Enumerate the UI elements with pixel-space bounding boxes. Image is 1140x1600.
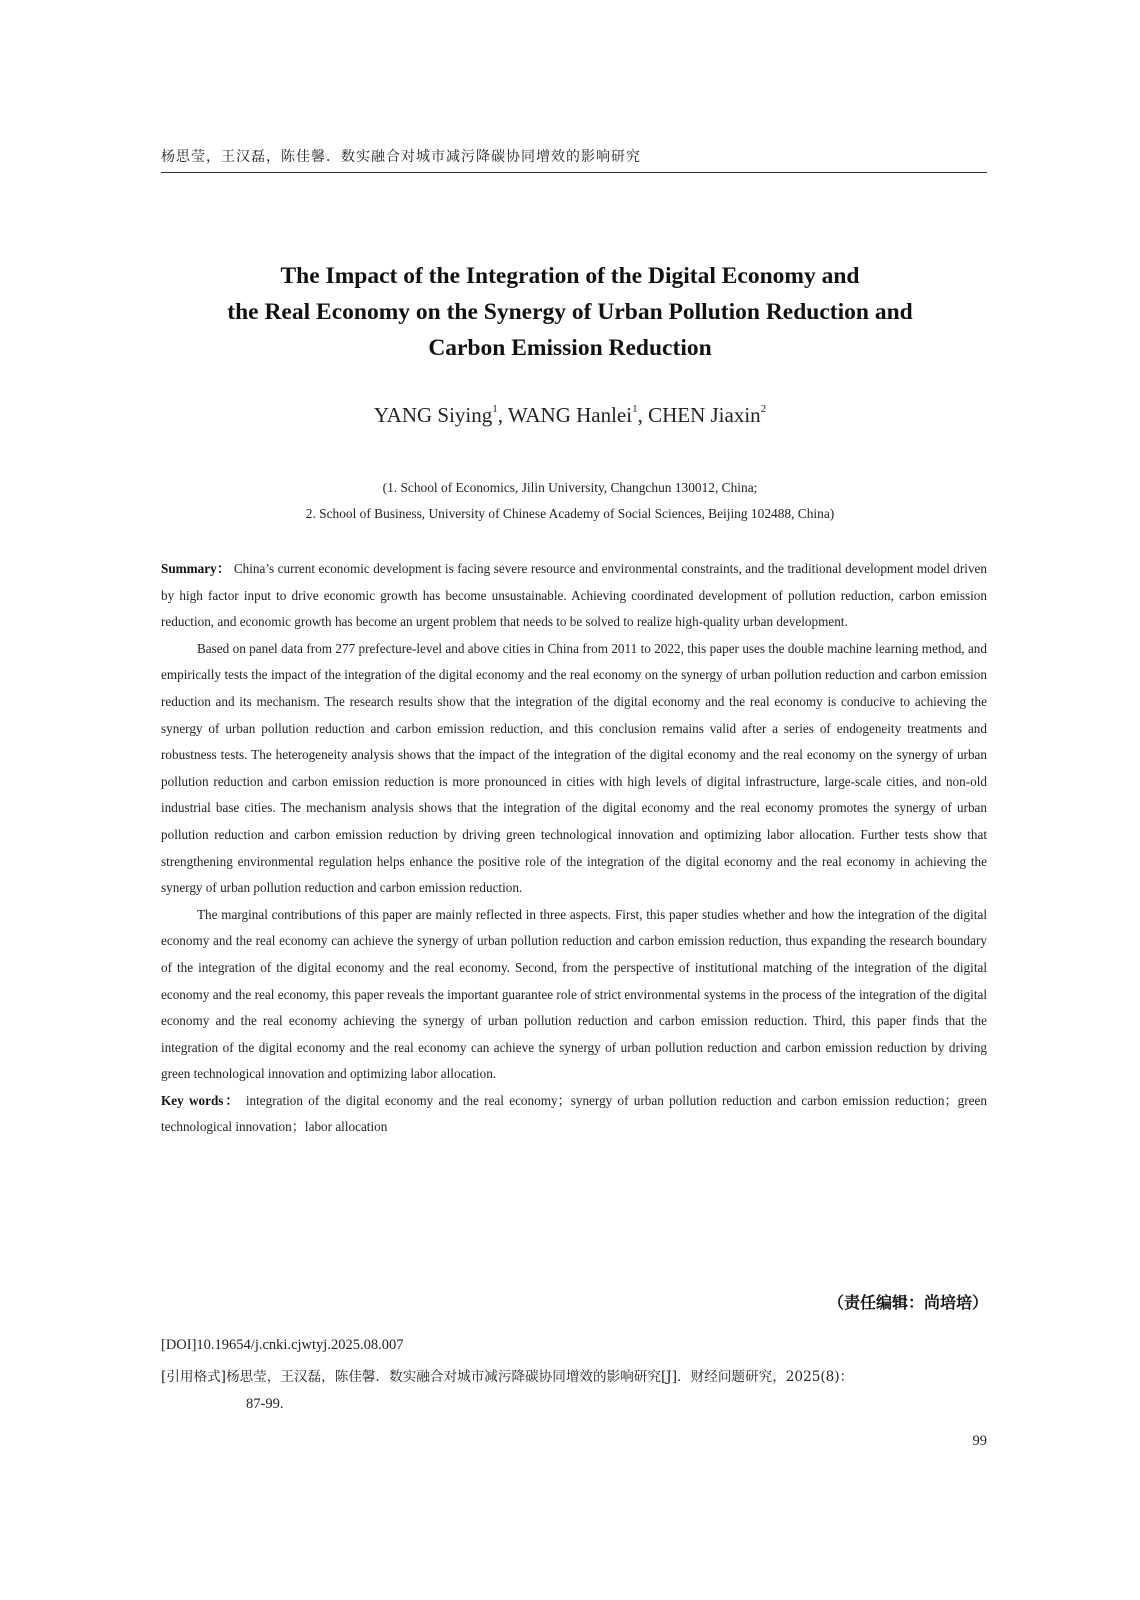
doi-line: [DOI]10.19654/j.cnki.cjwtyj.2025.08.007 <box>161 1337 404 1353</box>
author-name: CHEN Jiaxin <box>648 403 761 427</box>
author-name: WANG Hanlei <box>507 403 633 427</box>
author-name: YANG Siying <box>373 403 493 427</box>
keywords-text: integration of the digital economy and the real economy；synergy of urban pollution reduction and carbon emission reduction；green technological innovation；labor allocation <box>161 1092 987 1135</box>
affiliations <box>140 475 1000 527</box>
affiliation-line: (1. School of Economics, Jilin University, Changchun 130012, China; <box>382 480 758 495</box>
page-number: 99 <box>972 1433 987 1449</box>
affiliation-line: 2. School of Business, University of Chinese Academy of Social Sciences, Beijing 102488, China) <box>305 506 835 521</box>
author-list <box>140 403 1000 428</box>
abstract-paragraph: Based on panel data from 277 prefecture-level and above cities in China from 2011 to 2022, this paper uses the double machine learning method, and empirically tests the impact of the integration of the digital economy and the real economy on the synergy of urban pollution reduction and carbon emission reduction and its mechanism. The research results show that the integration of the digital economy and the real economy is conducive to achieving the synergy of urban pollution reduction and carbon emission reduction, and this conclusion remains valid after a series of endogeneity treatments and robustness tests. The heterogeneity analysis shows that the impact of the integration of the digital economy and the real economy on the synergy of urban pollution reduction and carbon emission reduction is more pronounced in cities with high levels of digital infrastructure, large-scale cities, and non-old industrial base cities. The mechanism analysis shows that the integration of the digital economy and the real economy promotes the synergy of urban pollution reduction and carbon emission reduction by driving green technological innovation and optimizing labor allocation. Further tests show that strengthening environmental regulation helps enhance the positive role of the integration of the digital economy and the real economy in achieving the synergy of urban pollution reduction and carbon emission reduction. <box>161 640 987 896</box>
summary-text: China’s current economic development is facing severe resource and environmental constraints, and the traditional development model driven by high factor input to drive economic growth has become unsustainable. Achieving coordinated development of pollution reduction, carbon emission reduction, and economic growth has become an urgent problem that needs to be solved to realize high-quality urban development. <box>161 561 987 630</box>
title-line: the Real Economy on the Synergy of Urban Pollution Reduction and <box>227 299 913 325</box>
keywords-paragraph <box>161 1088 987 1141</box>
title-line: Carbon Emission Reduction <box>428 335 712 361</box>
editor-note: （责任编辑：尚培培） <box>827 1293 988 1312</box>
citation-format <box>161 1364 987 1418</box>
title-line: The Impact of the Integration of the Digital Economy and <box>280 263 860 289</box>
paper-title <box>140 258 1000 366</box>
running-header: 杨思莹，王汉磊，陈佳馨．数实融合对城市减污降碳协同增效的影响研究 <box>161 146 987 173</box>
affiliation-mark: 2 <box>760 403 767 415</box>
summary-paragraph <box>161 556 987 636</box>
abstract-paragraph: The marginal contributions of this paper are mainly reflected in three aspects. First, this paper studies whether and how the integration of the digital economy and the real economy can achieve the synergy of urban pollution reduction and carbon emission reduction, thus expanding the research boundary of the integration of the digital economy and the real economy. Second, from the perspective of institutional matching of the integration of the digital economy and the real economy, this paper reveals the important guarantee role of strict environmental systems in the process of the integration of the digital economy and the real economy achieving the synergy of urban pollution reduction and carbon emission reduction. Third, this paper finds that the integration of the digital economy and the real economy can achieve the synergy of urban pollution reduction and carbon emission reduction by driving green technological innovation and optimizing labor allocation. <box>161 906 987 1082</box>
summary-label: Summary： <box>161 561 231 576</box>
keywords-label: Key words： <box>161 1092 241 1108</box>
abstract <box>161 556 987 1141</box>
author-separator: , <box>637 403 649 427</box>
author-separator: , <box>497 403 508 427</box>
citation-line: [引用格式]杨思莹，王汉磊，陈佳馨．数实融合对城市减污降碳协同增效的影响研究[J]．财经问题研究，2025(8)： <box>161 1369 854 1385</box>
affiliation-mark: 1 <box>492 403 498 415</box>
affiliation-mark: 1 <box>632 403 638 415</box>
citation-pages: 87-99. <box>246 1396 284 1412</box>
